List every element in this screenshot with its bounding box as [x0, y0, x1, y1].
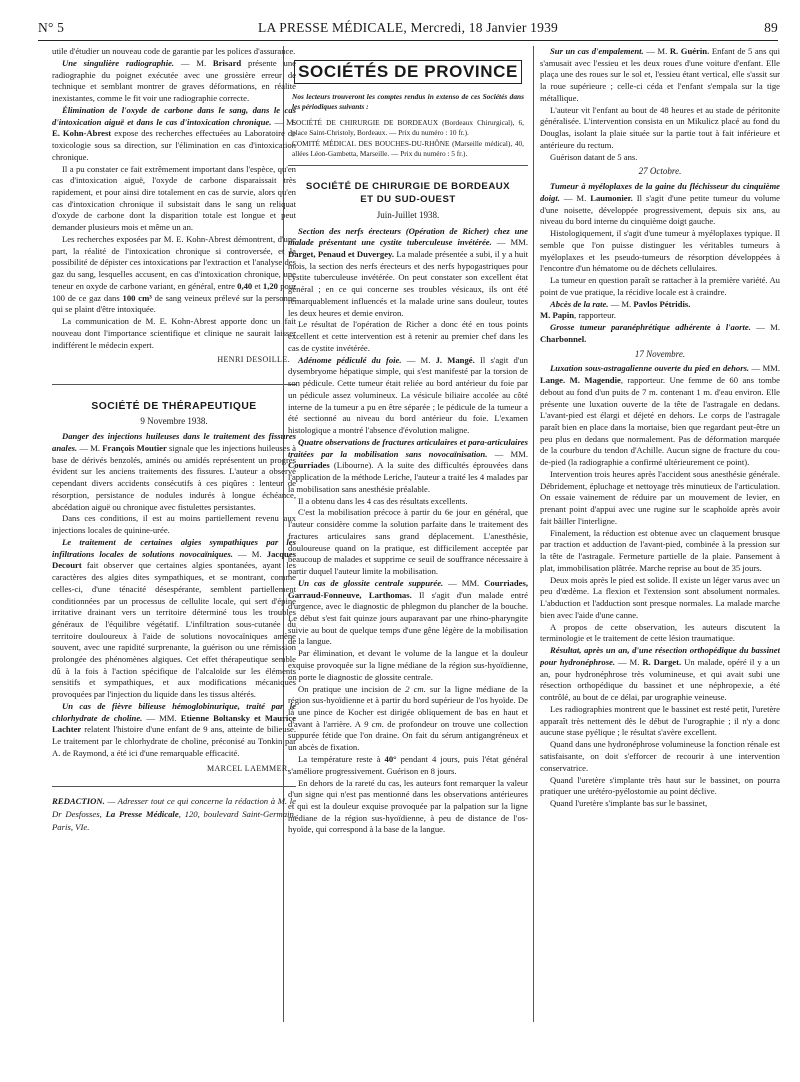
paragraph: On pratique une incision de 2 cm. sur la ligne médiane de la région sus-hyoïdienne et à partir du bord supérieur de l'os hyoïde. De là une pince de Kocher est dirigée obliquement de bas en haut et d'avant à l'arrière. A 9 cm. de profondeur on trouve une collection suppurée fétide que l'on draine. On fait du sérum antigangréneux et un abcès de fixation. — [288, 683, 528, 753]
section-divider — [288, 165, 528, 166]
column-left — [52, 46, 296, 1074]
paragraph: Deux mois après le pied est solide. Il existe un léger varus avec un peu d'œdème. La flexion et l'extension sont absolument normales. L'abduction et l'adduction sont presque normales. La malade marche bien avec l'aide d'une canne. — [540, 574, 780, 620]
paragraph: Le résultat de l'opération de Richer a donc été en tous points excellent et cette intervention est à retenir au premier chef dans les cas de cystite invétérée. — [288, 319, 528, 353]
column-rule-right — [533, 46, 534, 1022]
article-guerin: Sur un cas d'empalement. — M. R. Guérin. Enfant de 5 ans qui s'amusait avec l'essieu et les deux roues d'une voiture d'enfant. Elle plaça une des roues sur le sol et, l'essieu étant vertical, elle s'assit sur la roue supérieure ; celle-ci céda et l'enfant s'empala sur la tige métallique. — [540, 46, 780, 103]
header-rule — [38, 40, 778, 41]
article-lange: Luxation sous-astragalienne ouverte du pied en dehors. — MM. Lange. M. Magendie, rapporteur. Une femme de 60 ans tombe debout au fond d'un puits de 7 m. contenant 1 m. d'eau environ. Elle présente une luxation ouverte de la tête de l'astragale en dedans. L'avant-pied est élargi et déjeté en dehors. Le corps de l'astragale paraît bien en place dans la mortaise, bien que regardant peut-être un peu plus en dedans que normalement. Pas de déformation marquée de la courbure du tendon d'Achille. Aucun signe de fracture du cou-de-pied (la radiographie a confirmé ultérieurement ce point). — [540, 363, 780, 468]
paragraph: Les radiographies montrent que le bassinet est resté petit, l'uretère apparaît très nettement dès le début de l'urographie ; il n'y a donc aucune stase pyélique ; le résultat s'avère excellent. — [540, 703, 780, 738]
article-brisard: Une singulière radiographie. — M. Brisard présente une radiographie du poignet exécutée avec une grossière erreur de technique et semblant montrer de graves déformations, en réalité inexistantes, comme le fit voir une radiographie correcte. — [52, 57, 296, 103]
page-number: 89 — [764, 20, 778, 35]
paragraph: La tumeur en question paraît se rattacher à la première variété. Au point de vue pratique, la récidive locale est à craindre. — [540, 275, 780, 297]
editor-note: Nos lecteurs trouveront les comptes rendus in extenso de ces Sociétés dans les périodiques suivants : — [292, 91, 524, 111]
paragraph: utile d'étudier un nouveau code de garantie par les polices d'assurance. — [52, 46, 296, 56]
paragraph: Il a pu constater ce fait extrêmement important dans l'espèce, qu'en cas d'intoxication aiguë, l'oxyde de carbone disparaissait très rapidement, et pour ainsi dire totalement en cas de survie, alors qu'en cas d'intoxication chronique il subsistait dans le sang un reliquat d'oxyde de carbone dont la disparition totale est longue et peut demander plusieurs mois et même un an. — [52, 163, 296, 233]
paragraph: Quand dans une hydronéphrose volumineuse la fonction rénale est satisfaisante, on doit s'efforcer de recourir à une intervention conservatrice. — [540, 739, 780, 773]
column-middle — [288, 46, 528, 1074]
article-kohn-abrest: Élimination de l'oxyde de carbone dans le sang, dans le cas d'intoxication aiguë et dans le cas d'intoxication chronique. — M. E. Kohn-Abrest expose des recherches effectuées au Laboratoire de toxicologie sous sa direction, sur l'élimination en cas d'intoxication chronique. — [52, 104, 296, 162]
paragraph: Par élimination, et devant le volume de la langue et la douleur exquise provoquée sur la ligne médiane de la région sus-hyoïdienne, on porte le diagnostic de glossite centrale. — [288, 648, 528, 682]
section-divider — [52, 786, 296, 787]
issue-number: N° 5 — [38, 20, 65, 35]
journal-title: LA PRESSE MÉDICALE, Mercredi, 18 Janvier 1939 — [258, 20, 558, 35]
article-glossite: Un cas de glossite centrale suppurée. — MM. Courriades, Garraud-Fonneuve, Larthomas. Il s'agit d'un malade entré d'urgence, avec le diagnostic de phlegmon du plancher de la bouche. Le début s'est fait quinze jours auparavant par une rhino-pharyngite suivie au bout de quelque temps d'une gêne légère de la mobilisation de la langue. — [288, 577, 528, 647]
paragraph: La communication de M. E. Kohn-Abrest apporte donc un fait nouveau dont l'importance scientifique et clinique ne saurait laisser indifférent le médecin expert. — [52, 316, 296, 350]
article-boltansky: Un cas de fièvre bilieuse hémoglobinurique, traité par le chlorhydrate de choline. — MM. Etienne Boltansky et Maurice Lachter relatent l'histoire d'une enfant de 9 ans, atteinte de bilieuse. Le traitement par le chlorhydrate de choline, préconisé au Tonkin par A. de Raymond, a été ici d'une remarquable efficacité. — [52, 701, 296, 758]
article-darget-2: Résultat, après un an, d'une résection orthopédique du bassinet pour hydronéphrose. — M. R. Darget. Un malade, opéré il y a un an, pour hydronéphrose très volumineuse, et qui avait subi une résection orthopédique du bassinet et une néphropexie, a été contrôlé, au bout de ce délai, par urographie veineuse. — [540, 645, 780, 703]
article-moutier: Danger des injections huileuses dans le traitement des fissures anales. — M. François Moutier signale que les injections huileuses à base de dérivés benzolés, aminés ou amidés représentent un progrès évident sur les anciens traitements des fissures. L'auteur a observé cependant divers accidents consécutifs à ces piqûres : lenteur de résorption, persistance de nodules indurés à longue échéance, abcédation aiguë ou chronique avec fistulettes persistantes. — [52, 431, 296, 512]
paragraph: Les recherches exposées par M. E. Kohn-Abrest démontrent, d'une part, la réalité de l'intoxication chronique si controversée, et la possibilité de dépister ces intoxications par l'extraction et l'analyse des gaz du sang, lesquelles accusent, en cas d'intoxication chronique, une teneur en oxyde de carbone variant, en général, entre 0,40 et 1,20 pour 100 de ce gaz dans 100 cm³ de sang veineux prélevé sur la personne qui se plaint d'être intoxiquée. — [52, 234, 296, 315]
section-date: Juin-Juillet 1938. — [376, 209, 440, 220]
section-title: SOCIÉTÉ DE THÉRAPEUTIQUE — [91, 400, 257, 412]
signature: HENRI DESOILLE. — [217, 355, 290, 365]
paragraph: Finalement, la réduction est obtenue avec un claquement brusque par traction et adduction de l'avant-pied, combinée à la pression sur la tête de l'astragale. Fermeture partielle de la plaie. Pansement à plat, immobilisation plâtrée. Marche reprise au bout de 35 jours. — [540, 527, 780, 573]
article-decourt: Le traitement de certaines algies sympathiques par les infiltrations locales de solutions novocaïniques. — M. Jacques Decourt fait observer que certaines algies spontanées, ayant les caractères des algies dites sympathiques, et se montrant, comme celles-ci, d'une ténacité désespérante, semblent partiellement conditionnées par un processus de cellulite locale, qui sert d'épine irritative drainant vers un territoire déterminé tous les troubles généraux de l'équilibre végétatif. L'infiltration sous-cutanée du territoire douloureux à l'aide de solutions novocaïniques amène souvent, avec une rapidité surprenante, la guérison ou une rémission prolongée des phénomènes algiques. Cet effet thérapeutique semble dû à la fois à l'action spécifique de l'alcaloïde sur les éléments sensitifs et sympathiques, et aux modifications mécaniques provoquées par l'injection du liquide dans les tissus altérés. — [52, 537, 296, 700]
paragraph: La température reste à 40° pendant 4 jours, puis l'état général s'améliore progressivement. Guérison en 8 jours. — [288, 753, 528, 776]
paragraph: A propos de cette observation, les auteurs discutent la terminologie et le traitement de cette lésion traumatique. — [540, 621, 780, 644]
journal-reference: COMITÉ MÉDICAL DES BOUCHES-DU-RHÔNE (Marseille médical), 40, allées Léon-Gambetta, Marseille. — Prix du numéro : 5 fr.). — [292, 139, 524, 159]
paragraph: Intervention trois heures après l'accident sous anesthésie générale. Débridement, épluchage et nettoyage très minutieux de l'articulation. On essaie vainement de réduire par un mouvement de levier, en prenant point d'appui avec une rugine sur le scaphoïde après avoir fait bâiller l'interligne. — [540, 468, 780, 526]
article-darget: Section des nerfs érecteurs (Opération de Richer) chez une malade présentant une cystite tuberculeuse invétérée. — MM. Darget, Penaud et Duvergey. La malade présentée a subi, il y a huit mois, la section des nerfs érecteurs et des nerfs hypogastriques pour cystite tuberculeuse invétérée. On peut constater son excellent état général ; en ce qui concerne ses troubles vésicaux, ils ont été remarquablement influencés et la malade urine sans douleur, toutes les deux heures et demie environ. — [288, 225, 528, 318]
society-title: SOCIÉTÉ DE CHIRURGIE DE BORDEAUX ET DU SUD-OUEST — [305, 180, 511, 205]
article-courriades: Quatre observations de fractures articulaires et para-articulaires traitées par la mobilisation sans novocaïnisation. — MM. Courriades (Libourne). A la suite des difficultés éprouvées dans l'application de la méthode Leriche, l'auteur a traité les 4 malades par la mobilisation sans anesthésie préalable. — [288, 436, 528, 494]
paragraph: En dehors de la rareté du cas, les auteurs font remarquer la valeur d'un signe qui n'est pas mentionné dans les observations antérieures et qui est la douleur exquise provoquée par la palpation sur la ligne médiane de la région sus-hyoïdienne, à peu de distance de l'os-hyoïde, qui correspond à la base de la langue. — [288, 777, 528, 835]
paragraph: Histologiquement, il s'agit d'une tumeur à myéloplaxes typique. Il semble que l'on puisse distinguer les véritables tumeurs à myéloplaxes et les pseudo-tumeurs de résorption développées à l'encontre d'un hématome ou de déchets cellulaires. — [540, 228, 780, 274]
redaction-notice: REDACTION. — Adresser tout ce qui concerne la rédaction à M. le Dr Desfosses, La Presse Médicale, 120, boulevard Saint-Germain, Paris, VIe. — [52, 796, 296, 832]
article-laumonier: Tumeur à myéloplaxes de la gaine du fléchisseur du cinquième doigt. — M. Laumonier. Il s'agit d'une petite tumeur du volume d'une noisette, développée progressivement, depuis six ans, au niveau du bord interne du cinquième doigt gauche. — [540, 181, 780, 227]
paragraph: Il a obtenu dans les 4 cas des résultats excellents. — [298, 495, 468, 506]
paragraph: Quand l'uretère s'implante très haut sur le bassinet, on pourra pratiquer une urétéro-pyélostomie au point déclive. — [540, 774, 780, 797]
paragraph: L'auteur vit l'enfant au bout de 48 heures et au stade de péritonite généralisée. L'intervention consista en un Mikulicz placé au fond du Douglas, isolant la plaie située sur la partie tout à fait inférieure et antérieure du rectum. — [540, 104, 780, 150]
paragraph: C'est la mobilisation précoce à partir du 6e jour en général, que l'auteur considère comme la solution parfaite dans le traitement des fractures articulaires sans grand déplacement. L'anesthésie, douloureuse quand on la pratique, est difficilement acceptée par beaucoup de malades et supprime ce seuil de souffrance nécessaire à partir duquel l'auteur limite la mobilisation. — [288, 507, 528, 576]
section-divider — [52, 384, 296, 385]
signature: MARCEL LAEMMER. — [206, 763, 290, 773]
article-mange: Adénome pédiculé du foie. — M. J. Mangé. Il s'agit d'un dysembryome hépatique simple, qui s'est manifesté par la torsion de son pédicule. Cette tumeur était reliée au bord antérieur du foie par un pédicule assez volumineux. La vésicule biliaire accolée au côté interne de la tumeur a pu en être séparée ; le pédicule de la tumeur a été sectionné au niveau du bord antérieur du foie. L'examen histologique a montré l'absence d'évolution maligne. — [288, 354, 528, 435]
section-date: 9 Novembre 1938. — [140, 415, 208, 426]
column-right — [540, 46, 780, 1074]
article-petridis: Abcès de la rate. — M. Pavlos Pétridis. M. Papin, rapporteur. — [540, 298, 691, 321]
running-header — [38, 18, 778, 38]
section-date: 17 Novembre. — [634, 348, 686, 359]
section-banner: SOCIÉTÉS DE PROVINCE — [294, 60, 522, 84]
journal-reference: SOCIÉTÉ DE CHIRURGIE DE BORDEAUX (Bordeaux Chirurgical), 6, place Saint-Christoly, Bordeaux. — Prix du numéro : 10 fr.). — [292, 117, 524, 137]
section-date: 27 Octobre. — [638, 166, 682, 177]
paragraph: Guérison datant de 5 ans. — [550, 151, 638, 162]
paragraph: Quand l'uretère s'implante bas sur le bassinet, — [550, 798, 708, 809]
paragraph: Dans ces conditions, il est au moins partiellement revenu aux injections locales de quinine-urée. — [52, 513, 296, 536]
article-charbonnel: Grosse tumeur paranéphrétique adhérente à l'aorte. — M. Charbonnel. — [540, 322, 780, 344]
